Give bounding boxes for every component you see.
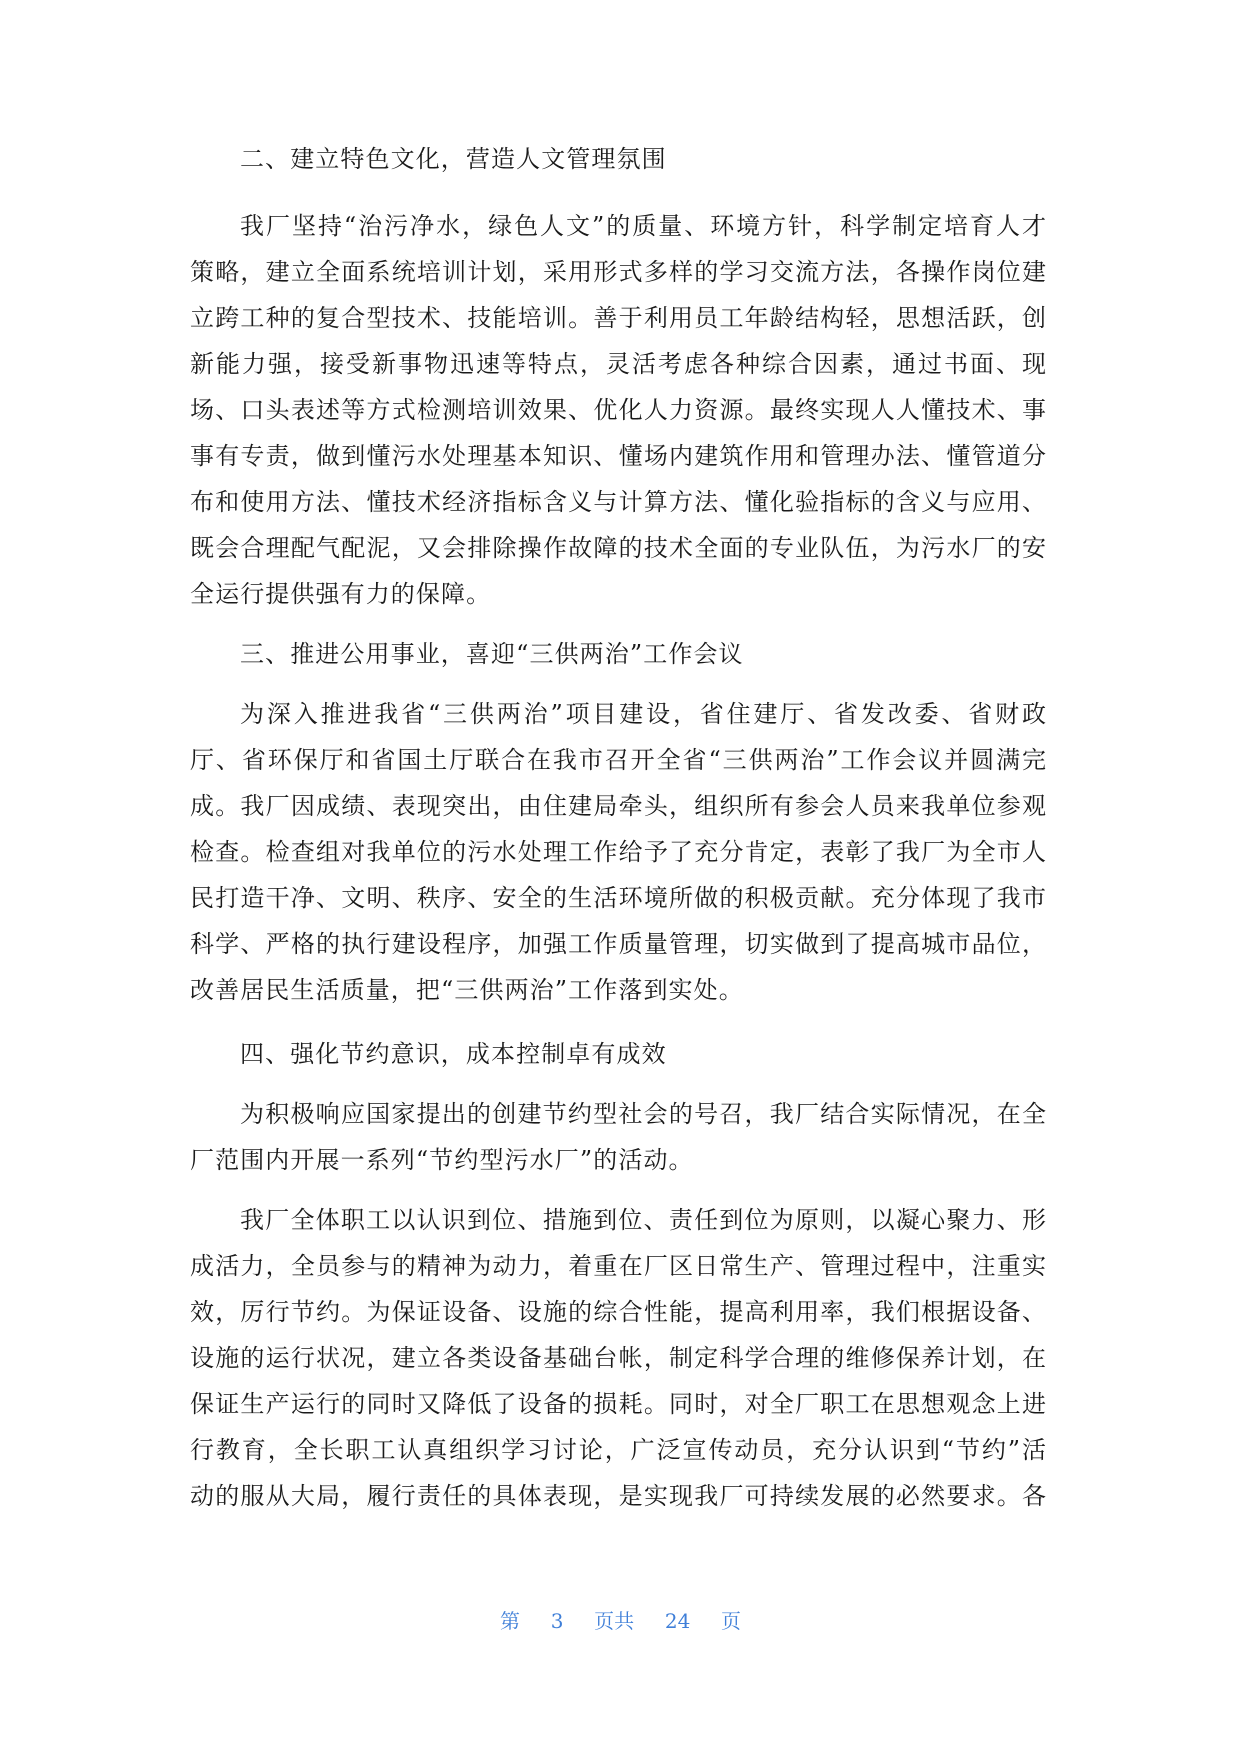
paragraph-line: 立跨工种的复合型技术、技能培训。善于利用员工年龄结构轻，思想活跃，创: [190, 304, 1046, 332]
current-page-number: 3: [550, 1609, 564, 1633]
section-heading-3: 三、推进公用事业，喜迎“三供两治”工作会议: [240, 640, 744, 668]
paragraph-line: 场、口头表述等方式检测培训效果、优化人力资源。最终实现人人懂技术、事: [190, 396, 1046, 424]
section-heading-4: 四、强化节约意识，成本控制卓有成效: [240, 1040, 667, 1068]
paragraph-line: 我厂坚持“治污净水，绿色人文”的质量、环境方针，科学制定培育人才: [240, 212, 1046, 240]
page-footer: [0, 1606, 1241, 1636]
paragraph-line: 改善居民生活质量，把“三供两治”工作落到实处。: [190, 976, 744, 1004]
paragraph-line: 事有专责，做到懂污水处理基本知识、懂场内建筑作用和管理办法、懂管道分: [190, 442, 1046, 470]
paragraph-line: 成活力，全员参与的精神为动力，着重在厂区日常生产、管理过程中，注重实: [190, 1252, 1046, 1280]
paragraph-line: 保证生产运行的同时又降低了设备的损耗。同时，对全厂职工在思想观念上进: [190, 1390, 1046, 1418]
paragraph-line: 为积极响应国家提出的创建节约型社会的号召，我厂结合实际情况，在全: [240, 1100, 1046, 1128]
paragraph-line: 检查。检查组对我单位的污水处理工作给予了充分肯定，表彰了我厂为全市人: [190, 838, 1046, 866]
footer-middle: 页共: [594, 1609, 635, 1633]
section-heading-2: 二、建立特色文化，营造人文管理氛围: [240, 145, 667, 173]
paragraph-line: 既会合理配气配泥，又会排除操作故障的技术全面的专业队伍，为污水厂的安: [190, 534, 1046, 562]
footer-prefix: 第: [499, 1609, 520, 1633]
paragraph-line: 我厂全体职工以认识到位、措施到位、责任到位为原则，以凝心聚力、形: [240, 1206, 1046, 1234]
paragraph-line: 新能力强，接受新事物迅速等特点，灵活考虑各种综合因素，通过书面、现: [190, 350, 1046, 378]
paragraph-line: 厅、省环保厅和省国土厅联合在我市召开全省“三供两治”工作会议并圆满完: [190, 746, 1046, 774]
paragraph-line: 动的服从大局，履行责任的具体表现，是实现我厂可持续发展的必然要求。各: [190, 1482, 1046, 1510]
paragraph-line: 民打造干净、文明、秩序、安全的生活环境所做的积极贡献。充分体现了我市: [190, 884, 1046, 912]
paragraph-line: 设施的运行状况，建立各类设备基础台帐，制定科学合理的维修保养计划，在: [190, 1344, 1046, 1372]
footer-suffix: 页: [721, 1609, 742, 1633]
paragraph-line: 科学、严格的执行建设程序，加强工作质量管理，切实做到了提高城市品位，: [190, 930, 1046, 958]
total-page-count: 24: [664, 1609, 691, 1633]
paragraph-line: 策略，建立全面系统培训计划，采用形式多样的学习交流方法，各操作岗位建: [190, 258, 1046, 286]
paragraph-line: 厂范围内开展一系列“节约型污水厂”的活动。: [190, 1146, 694, 1174]
paragraph-line: 成。我厂因成绩、表现突出，由住建局牵头，组织所有参会人员来我单位参观: [190, 792, 1046, 820]
paragraph-line: 全运行提供强有力的保障。: [190, 580, 492, 608]
paragraph-line: 行教育，全长职工认真组织学习讨论，广泛宣传动员，充分认识到“节约”活: [190, 1436, 1046, 1464]
paragraph-line: 布和使用方法、懂技术经济指标含义与计算方法、懂化验指标的含义与应用、: [190, 488, 1046, 516]
paragraph-line: 效，厉行节约。为保证设备、设施的综合性能，提高利用率，我们根据设备、: [190, 1298, 1046, 1326]
paragraph-line: 为深入推进我省“三供两治”项目建设，省住建厅、省发改委、省财政: [240, 700, 1046, 728]
